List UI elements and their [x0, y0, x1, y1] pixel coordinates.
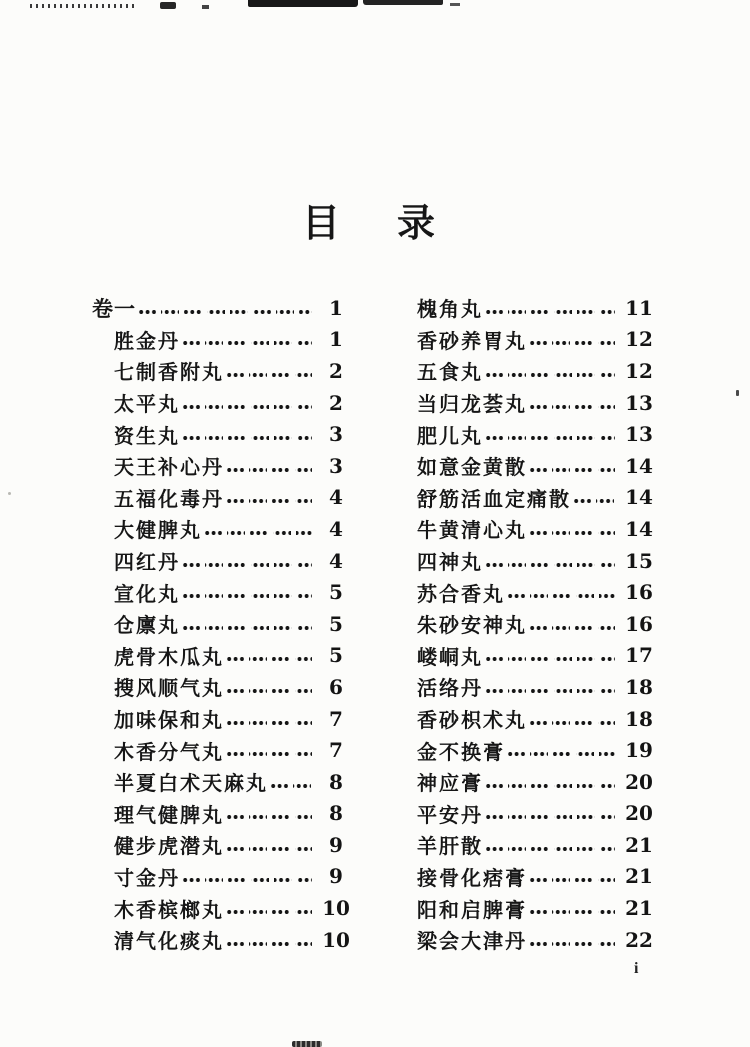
- entry-title: 半夏白术天麻丸: [114, 773, 268, 796]
- dot-leader: [573, 498, 615, 504]
- dot-leader: [485, 562, 615, 568]
- toc-entry: [417, 766, 657, 798]
- toc-entry: [92, 924, 354, 956]
- entry-page-number: 14: [625, 453, 653, 478]
- entry-title: 健步虎潜丸: [114, 836, 224, 859]
- entry-page-number: 16: [625, 611, 653, 636]
- toc-entry: [92, 387, 354, 419]
- toc-entry: [417, 671, 657, 703]
- entry-page-number: 6: [329, 674, 343, 699]
- entry-page-number: 21: [625, 864, 653, 889]
- dot-leader: [529, 530, 615, 536]
- toc-entry: [417, 324, 657, 356]
- entry-title: 五福化毒丹: [114, 488, 224, 511]
- entry-page-number: 5: [329, 643, 343, 668]
- toc-entry: [92, 576, 354, 608]
- toc-entry: [92, 798, 354, 830]
- dot-leader: [226, 498, 312, 504]
- entry-page-number: 5: [329, 611, 343, 636]
- toc-entry: [92, 892, 354, 924]
- dot-leader: [182, 404, 312, 410]
- entry-title: 寸金丹: [114, 867, 180, 890]
- entry-title: 接骨化痞膏: [417, 867, 527, 890]
- entry-page-number: 20: [625, 769, 653, 794]
- dot-leader: [226, 467, 312, 473]
- entry-page-number: 14: [625, 485, 653, 510]
- toc-entry: [92, 418, 354, 450]
- toc-entry: [417, 576, 657, 608]
- dot-leader: [226, 720, 312, 726]
- entry-title: 五食丸: [417, 362, 483, 385]
- entry-title: 卷一: [92, 296, 136, 321]
- entry-title: 舒筋活血定痛散: [417, 488, 571, 511]
- entry-page-number: 15: [625, 548, 653, 573]
- entry-page-number: 10: [322, 927, 350, 952]
- entry-title: 天王补心丹: [114, 457, 224, 480]
- entry-title: 牛黄清心丸: [417, 520, 527, 543]
- entry-page-number: 18: [625, 706, 653, 731]
- entry-title: 金不换膏: [417, 741, 505, 764]
- toc-entry: [417, 292, 657, 324]
- dot-leader: [226, 751, 312, 757]
- toc-entry: [417, 482, 657, 514]
- entry-title: 仓廪丸: [114, 615, 180, 638]
- entry-page-number: 7: [329, 706, 343, 731]
- entry-page-number: 4: [329, 485, 343, 510]
- entry-title: 搜风顺气丸: [114, 678, 224, 701]
- toc-entry: [417, 924, 657, 956]
- entry-title: 四神丸: [417, 552, 483, 575]
- toc-entry: [417, 387, 657, 419]
- scan-artifact: [8, 492, 11, 495]
- dot-leader: [529, 625, 615, 631]
- entry-title: 理气健脾丸: [114, 804, 224, 827]
- toc-entry: [92, 766, 354, 798]
- toc-entry: [417, 513, 657, 545]
- entry-title: 神应膏: [417, 773, 483, 796]
- toc-entry: [92, 734, 354, 766]
- scan-artifact: [292, 1041, 322, 1047]
- toc-entry: [92, 608, 354, 640]
- entry-page-number: 10: [322, 896, 350, 921]
- entry-title: 加味保和丸: [114, 710, 224, 733]
- entry-title: 木香槟榔丸: [114, 899, 224, 922]
- toc-entry: [92, 829, 354, 861]
- entry-title: 槐角丸: [417, 299, 483, 322]
- entry-title: 羊肝散: [417, 836, 483, 859]
- toc-entry: [92, 671, 354, 703]
- toc-entry: [417, 798, 657, 830]
- scan-artifact: [363, 0, 443, 5]
- entry-page-number: 21: [625, 832, 653, 857]
- entry-page-number: 3: [329, 422, 343, 447]
- toc-entry: [417, 861, 657, 893]
- entry-page-number: 21: [625, 896, 653, 921]
- dot-leader: [182, 625, 312, 631]
- entry-title: 朱砂安神丸: [417, 615, 527, 638]
- toc-entry: [92, 292, 354, 324]
- dot-leader: [529, 404, 615, 410]
- dot-leader: [529, 720, 615, 726]
- scan-artifact: [248, 0, 358, 7]
- dot-leader: [138, 309, 312, 315]
- footer-page-number: i: [634, 960, 639, 977]
- entry-page-number: 4: [329, 548, 343, 573]
- entry-title: 苏合香丸: [417, 583, 505, 606]
- dot-leader: [182, 877, 312, 883]
- entry-page-number: 12: [625, 327, 653, 352]
- toc-entry: [417, 640, 657, 672]
- dot-leader: [529, 340, 615, 346]
- toc-entry: [417, 892, 657, 924]
- entry-page-number: 2: [329, 390, 343, 415]
- entry-title: 七制香附丸: [114, 362, 224, 385]
- dot-leader: [485, 846, 615, 852]
- dot-leader: [182, 340, 312, 346]
- entry-page-number: 18: [625, 674, 653, 699]
- entry-page-number: 4: [329, 516, 343, 541]
- entry-page-number: 22: [625, 927, 653, 952]
- entry-page-number: 20: [625, 801, 653, 826]
- dot-leader: [270, 783, 312, 789]
- scan-artifact: [202, 5, 209, 9]
- dot-leader: [226, 941, 312, 947]
- dot-leader: [485, 372, 615, 378]
- scan-artifact: [160, 2, 176, 9]
- toc-entry: [92, 861, 354, 893]
- dot-leader: [529, 909, 615, 915]
- dot-leader: [226, 909, 312, 915]
- scan-artifact: [736, 390, 739, 396]
- entry-title: 清气化痰丸: [114, 931, 224, 954]
- entry-title: 资生丸: [114, 425, 180, 448]
- entry-page-number: 1: [329, 327, 343, 352]
- dot-leader: [204, 530, 312, 536]
- toc-entry: [417, 355, 657, 387]
- entry-page-number: 13: [625, 422, 653, 447]
- entry-page-number: 2: [329, 358, 343, 383]
- entry-page-number: 11: [625, 295, 653, 320]
- dot-leader: [485, 656, 615, 662]
- toc-entry: [92, 482, 354, 514]
- toc-entry: [417, 545, 657, 577]
- entry-title: 虎骨木瓜丸: [114, 646, 224, 669]
- entry-title: 肥儿丸: [417, 425, 483, 448]
- page-title: 目录: [302, 203, 493, 245]
- entry-page-number: 3: [329, 453, 343, 478]
- toc-entry: [92, 513, 354, 545]
- entry-page-number: 12: [625, 358, 653, 383]
- toc-entry: [417, 734, 657, 766]
- entry-page-number: 1: [329, 295, 343, 320]
- dot-leader: [485, 309, 615, 315]
- toc-entry: [417, 703, 657, 735]
- entry-title: 阳和启脾膏: [417, 899, 527, 922]
- entry-title: 活络丹: [417, 678, 483, 701]
- entry-title: 胜金丹: [114, 330, 180, 353]
- dot-leader: [529, 941, 615, 947]
- dot-leader: [485, 814, 615, 820]
- toc-entry: [417, 450, 657, 482]
- toc-entry: [92, 355, 354, 387]
- dot-leader: [507, 593, 615, 599]
- entry-page-number: 8: [329, 769, 343, 794]
- entry-title: 香砂养胃丸: [417, 330, 527, 353]
- dot-leader: [529, 467, 615, 473]
- dot-leader: [507, 751, 615, 757]
- entry-page-number: 7: [329, 738, 343, 763]
- entry-page-number: 17: [625, 643, 653, 668]
- entry-title: 太平丸: [114, 394, 180, 417]
- entry-page-number: 13: [625, 390, 653, 415]
- toc-entry: [417, 608, 657, 640]
- entry-page-number: 16: [625, 580, 653, 605]
- entry-page-number: 5: [329, 580, 343, 605]
- dot-leader: [485, 688, 615, 694]
- dot-leader: [226, 846, 312, 852]
- toc-entry: [92, 703, 354, 735]
- entry-page-number: 9: [329, 864, 343, 889]
- dot-leader: [226, 688, 312, 694]
- toc-column-left: [92, 292, 354, 955]
- scan-artifact: [30, 4, 138, 8]
- toc-entry: [92, 324, 354, 356]
- dot-leader: [485, 435, 615, 441]
- dot-leader: [226, 656, 312, 662]
- toc-entry: [92, 640, 354, 672]
- dot-leader: [182, 435, 312, 441]
- entry-title: 四红丹: [114, 552, 180, 575]
- dot-leader: [182, 562, 312, 568]
- entry-page-number: 19: [625, 738, 653, 763]
- entry-title: 梁会大津丹: [417, 931, 527, 954]
- entry-page-number: 9: [329, 832, 343, 857]
- scan-artifact: [450, 3, 460, 6]
- entry-title: 木香分气丸: [114, 741, 224, 764]
- dot-leader: [529, 877, 615, 883]
- toc-entry: [92, 545, 354, 577]
- entry-page-number: 8: [329, 801, 343, 826]
- entry-title: 香砂枳术丸: [417, 710, 527, 733]
- toc-entry: [92, 450, 354, 482]
- entry-title: 大健脾丸: [114, 520, 202, 543]
- dot-leader: [226, 372, 312, 378]
- dot-leader: [485, 783, 615, 789]
- entry-title: 宣化丸: [114, 583, 180, 606]
- entry-page-number: 14: [625, 516, 653, 541]
- entry-title: 平安丹: [417, 804, 483, 827]
- dot-leader: [182, 593, 312, 599]
- toc-column-right: [417, 292, 657, 955]
- toc-entry: [417, 418, 657, 450]
- toc-entry: [417, 829, 657, 861]
- dot-leader: [226, 814, 312, 820]
- entry-title: 嵝峒丸: [417, 646, 483, 669]
- entry-title: 如意金黄散: [417, 457, 527, 480]
- entry-title: 当归龙荟丸: [417, 394, 527, 417]
